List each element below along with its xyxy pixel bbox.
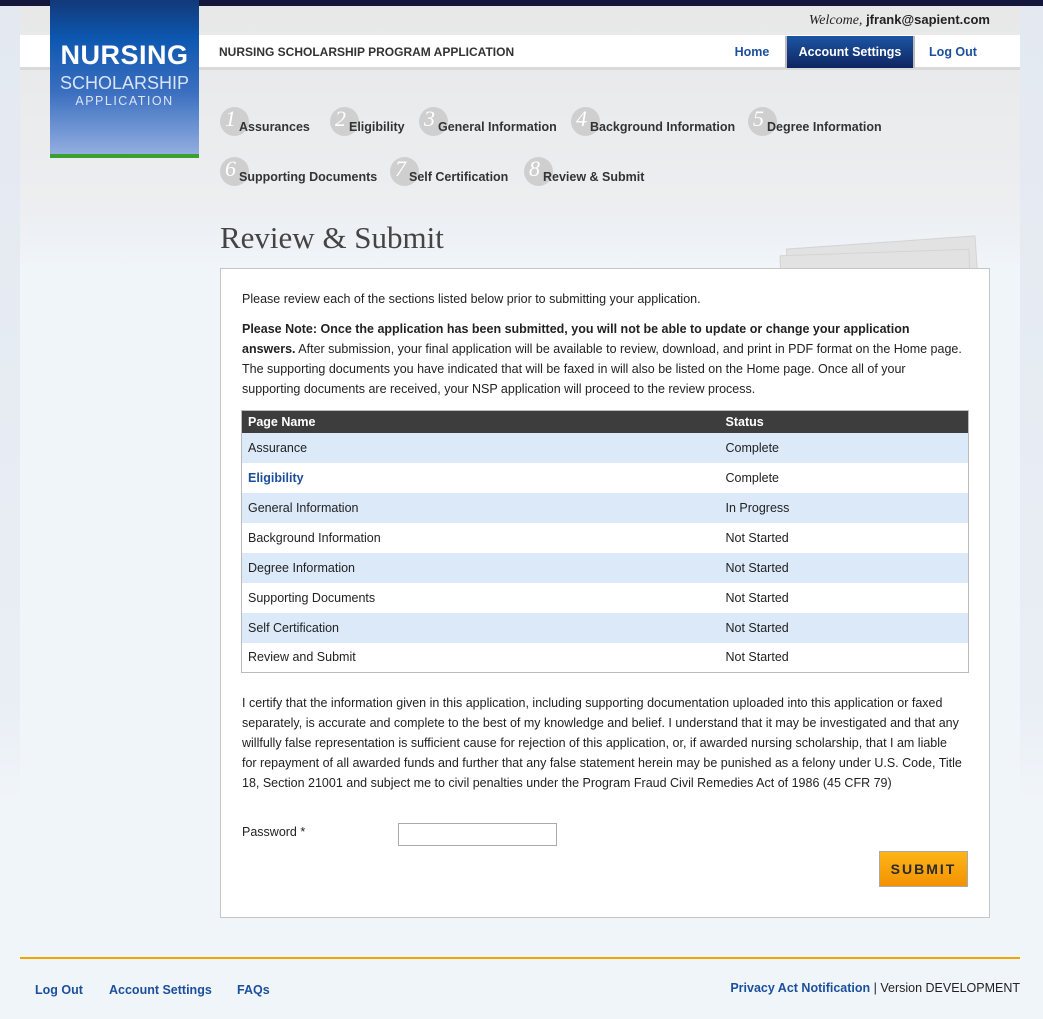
- step-review-submit[interactable]: [524, 156, 644, 186]
- step-label: Review & Submit: [543, 170, 645, 184]
- table-row: [242, 613, 969, 643]
- page-name-cell: [242, 463, 720, 493]
- status-cell: Not Started: [725, 650, 789, 665]
- certification-text: I certify that the information given in this application, including supporting documentation uploaded into this application or faxed separately, is accurate and complete to the best of my knowledge and belief. I understand that it may be investigated and that any willfully false representation is sufficient cause for rejection of this application, or, if awarded nursing scholarship, that I am liable for repayment of all awarded funds and further that any false statement herein may be punished as a felony under U.S. Code, Title 18, Section 21001 and subject me to civil penalties under the Program Fraud Civil Remedies Act of 1986 (45 CFR 79): [242, 696, 962, 790]
- step-number: 4: [571, 107, 600, 136]
- table-row: [242, 553, 969, 583]
- privacy-act-link[interactable]: Privacy Act Notification: [730, 981, 871, 995]
- page-link[interactable]: Eligibility: [248, 470, 304, 485]
- step-assurances[interactable]: [220, 106, 310, 136]
- status-cell: In Progress: [720, 493, 969, 523]
- step-supporting-documents[interactable]: [220, 156, 377, 186]
- intro-text: Please review each of the sections listed below prior to submitting your application.: [242, 292, 701, 306]
- status-cell: Not Started: [720, 613, 969, 643]
- app-title: NURSING SCHOLARSHIP PROGRAM APPLICATION: [219, 45, 515, 59]
- footer-divider: [20, 957, 1020, 959]
- table-row: [242, 493, 969, 523]
- step-degree-information[interactable]: [748, 106, 882, 136]
- footer-log-out[interactable]: Log Out: [35, 983, 83, 997]
- step-label: Degree Information: [767, 120, 882, 134]
- step-background-information[interactable]: [571, 106, 735, 136]
- step-label: Background Information: [590, 120, 736, 134]
- step-label: Supporting Documents: [239, 170, 378, 184]
- step-general-information[interactable]: [419, 106, 557, 136]
- review-card: [220, 268, 990, 918]
- page-name-cell: Review and Submit: [248, 650, 356, 665]
- step-label: Self Certification: [409, 170, 509, 184]
- table-row: [242, 523, 969, 553]
- status-cell: Not Started: [725, 590, 789, 605]
- page-name-cell: Background Information: [248, 530, 381, 545]
- status-cell: Not Started: [725, 530, 789, 545]
- note-text: Please Note: Once the application has been submitted, you will not be able to update or change your application answers. After submission, your final application will be available to review, download, and print in PDF format on the Home page. The supporting documents you have indicated that will be faxed in will also be listed on the Home page. Once all of your supporting documents are received, your NSP application will proceed to the review process.: [242, 322, 962, 396]
- page-title: Review & Submit: [220, 220, 444, 255]
- step-self-certification[interactable]: [390, 156, 508, 186]
- nav-home[interactable]: Home: [734, 45, 770, 59]
- step-number: 6: [220, 157, 249, 186]
- step-label: Eligibility: [349, 120, 405, 134]
- step-label: General Information: [438, 120, 557, 134]
- step-number: 7: [390, 157, 419, 186]
- nav-log-out[interactable]: Log Out: [929, 45, 977, 59]
- password-input[interactable]: [398, 823, 557, 846]
- step-eligibility[interactable]: [330, 106, 405, 136]
- page-name-cell: General Information: [242, 493, 720, 523]
- step-number: 8: [524, 157, 553, 186]
- status-table: [241, 410, 969, 673]
- page-name-cell: Self Certification: [242, 613, 720, 643]
- table-row: [242, 583, 969, 613]
- footer-account-settings[interactable]: Account Settings: [109, 983, 212, 997]
- step-number: 5: [748, 107, 777, 136]
- version-info: Privacy Act Notification | Version DEVELOPMENT: [730, 981, 1020, 995]
- status-cell: Complete: [720, 433, 969, 463]
- welcome-message: Welcome, jfrank@sapient.com: [808, 12, 990, 28]
- table-row: [242, 643, 969, 673]
- step-number: 3: [419, 107, 448, 136]
- step-number: 2: [330, 107, 359, 136]
- user-email: jfrank@sapient.com: [866, 12, 990, 27]
- page-name-cell: Degree Information: [242, 553, 720, 583]
- status-cell: Complete: [725, 470, 779, 485]
- step-label: Assurances: [239, 120, 310, 134]
- page-name-cell: Supporting Documents: [248, 590, 376, 605]
- table-row: [242, 433, 969, 463]
- table-row: [242, 463, 969, 493]
- footer-faqs[interactable]: FAQs: [237, 983, 270, 997]
- submit-button[interactable]: SUBMIT: [879, 851, 968, 887]
- status-cell: Not Started: [720, 553, 969, 583]
- column-header-page-name: Page Name: [242, 411, 720, 433]
- password-label: Password *: [242, 825, 306, 839]
- step-number: 1: [220, 107, 249, 136]
- logo: NURSING SCHOLARSHIP APPLICATION: [50, 0, 199, 158]
- nav-account-settings[interactable]: Account Settings: [785, 36, 915, 68]
- column-header-status: Status: [720, 411, 969, 433]
- page-name-cell: Assurance: [242, 433, 720, 463]
